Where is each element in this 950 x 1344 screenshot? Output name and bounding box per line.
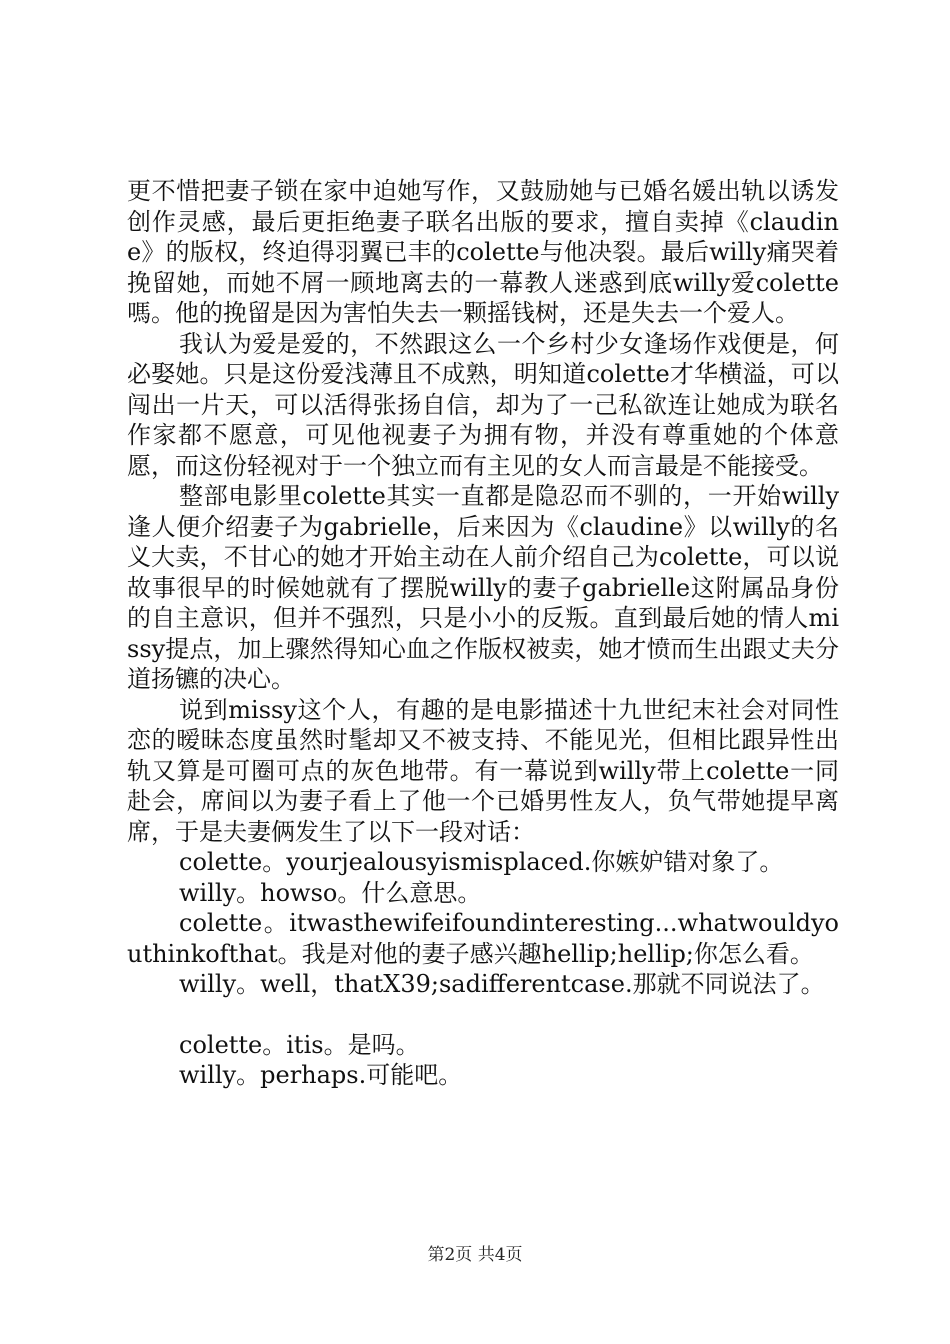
document-body (127, 176, 839, 1091)
paragraph-4: 说到missy这个人，有趣的是电影描述十九世纪末社会对同性恋的暧昧态度虽然时髦却又不被支持、不能见光，但相比跟异性出轨又算是可圈可点的灰色地带。有一幕说到willy带上colette一同赴会，席间以为妻子看上了他一个已婚男性友人，负气带她提早离席，于是夫妻俩发生了以下一段对话： (127, 695, 839, 846)
paragraph-1: 更不惜把妻子锁在家中迫她写作，又鼓励她与已婚名媛出轨以诱发创作灵感，最后更拒绝妻子联名出版的要求，擅自卖掉《claudine》的版权，终迫得羽翼已丰的colette与他决裂。最后willy痛哭着挽留她，而她不屑一顾地离去的一幕教人迷惑到底willy爱colette嗎。他的挽留是因为害怕失去一颗摇钱树，还是失去一个爱人。 (127, 177, 839, 327)
dialogue-line-4: willy。well，thatX39;sadifferentcase.那就不同说法了。 (179, 970, 825, 998)
page-footer: 第2页 共4页 (427, 1245, 523, 1265)
dialogue-line-6: willy。perhaps.可能吧。 (179, 1061, 463, 1089)
blank-line (127, 1000, 839, 1030)
dialogue-line-1: colette。yourjealousyismisplaced.你嫉妒错对象了。 (179, 848, 784, 876)
dialogue-line-2: willy。howso。什么意思。 (179, 878, 482, 907)
dialogue-line-5: colette。itis。是吗。 (179, 1030, 420, 1059)
paragraph-3: 整部电影里colette其实一直都是隐忍而不驯的，一开始willy逢人便介绍妻子为gabrielle，后来因为《claudine》以willy的名义大卖，不甘心的她才开始主动在人前介绍自己为colette，可以说故事很早的时候她就有了摆脱willy的妻子gabrielle这附属品身份的自主意识，但并不强烈，只是小小的反叛。直到最后她的情人missy提点，加上骤然得知心血之作版权被卖，她才愤而生出跟丈夫分道扬镳的决心。 (127, 482, 839, 693)
paragraph-2: 我认为爱是爱的，不然跟这么一个乡村少女逢场作戏便是，何必娶她。只是这份爱浅薄且不成熟，明知道colette才华横溢，可以闯出一片天，可以活得张扬自信，却为了一己私欲连让她成为联名作家都不愿意，可见他视妻子为拥有物，并没有尊重她的个体意愿，而这份轻视对于一个独立而有主见的女人而言最是不能接受。 (127, 329, 839, 480)
dialogue-line-3: colette。itwasthewifeifoundinteresting...whatwouldyouthinkofthat。我是对他的妻子感兴趣hellip;hellip;你怎么看。 (127, 909, 839, 968)
